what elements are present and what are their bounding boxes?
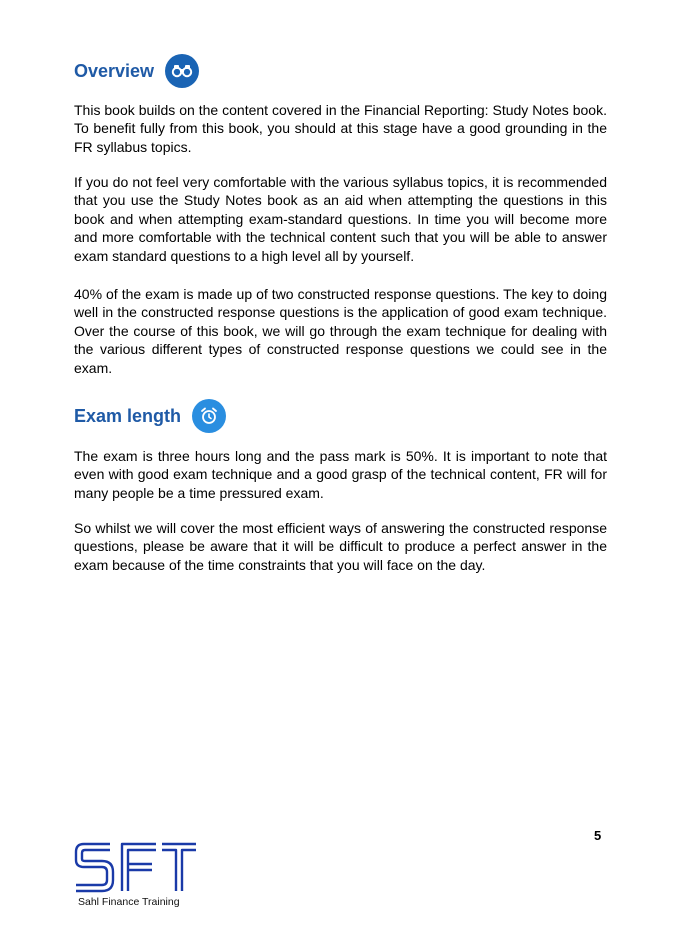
logo-subtitle: Sahl Finance Training bbox=[78, 896, 180, 908]
sft-logo bbox=[74, 840, 198, 896]
exam-length-heading bbox=[74, 399, 226, 433]
page-number: 5 bbox=[594, 828, 602, 843]
exam-length-paragraph-2: So whilst we will cover the most efficient ways of answering the constructed response questions, please be aware that it will be difficult to produce a perfect answer in the exam because of the time constraints that you will face on the day. bbox=[74, 520, 607, 573]
overview-paragraph-3: 40% of the exam is made up of two constructed response questions. The key to doing well in the constructed response questions is the application of good exam technique. Over the course of this book, we will go through the exam technique for dealing with the various different types of constructed response questions we could see in the exam. bbox=[74, 286, 607, 376]
overview-paragraph-1: This book builds on the content covered in the Financial Reporting: Study Notes book. To benefit fully from this book, you should at this stage have a good grounding in the FR syllabus topics. bbox=[74, 102, 607, 155]
binoculars-icon bbox=[165, 54, 199, 88]
overview-heading bbox=[74, 54, 199, 88]
alarm-clock-icon bbox=[192, 399, 226, 433]
overview-paragraph-2: If you do not feel very comfortable with the various syllabus topics, it is recommended that you use the Study Notes book as an aid when attempting the questions in this book and when attempting exam-standard questions. In time you will become more and more comfortable with the technical content such that you will be able to answer exam standard questions to a high level all by yourself. bbox=[74, 174, 607, 264]
exam-length-title: Exam length bbox=[74, 405, 182, 426]
overview-title: Overview bbox=[74, 60, 155, 81]
exam-length-paragraph-1: The exam is three hours long and the pass mark is 50%. It is important to note that even with good exam technique and a good grasp of the technical content, FR will for many people be a time pressured exam. bbox=[74, 448, 607, 501]
